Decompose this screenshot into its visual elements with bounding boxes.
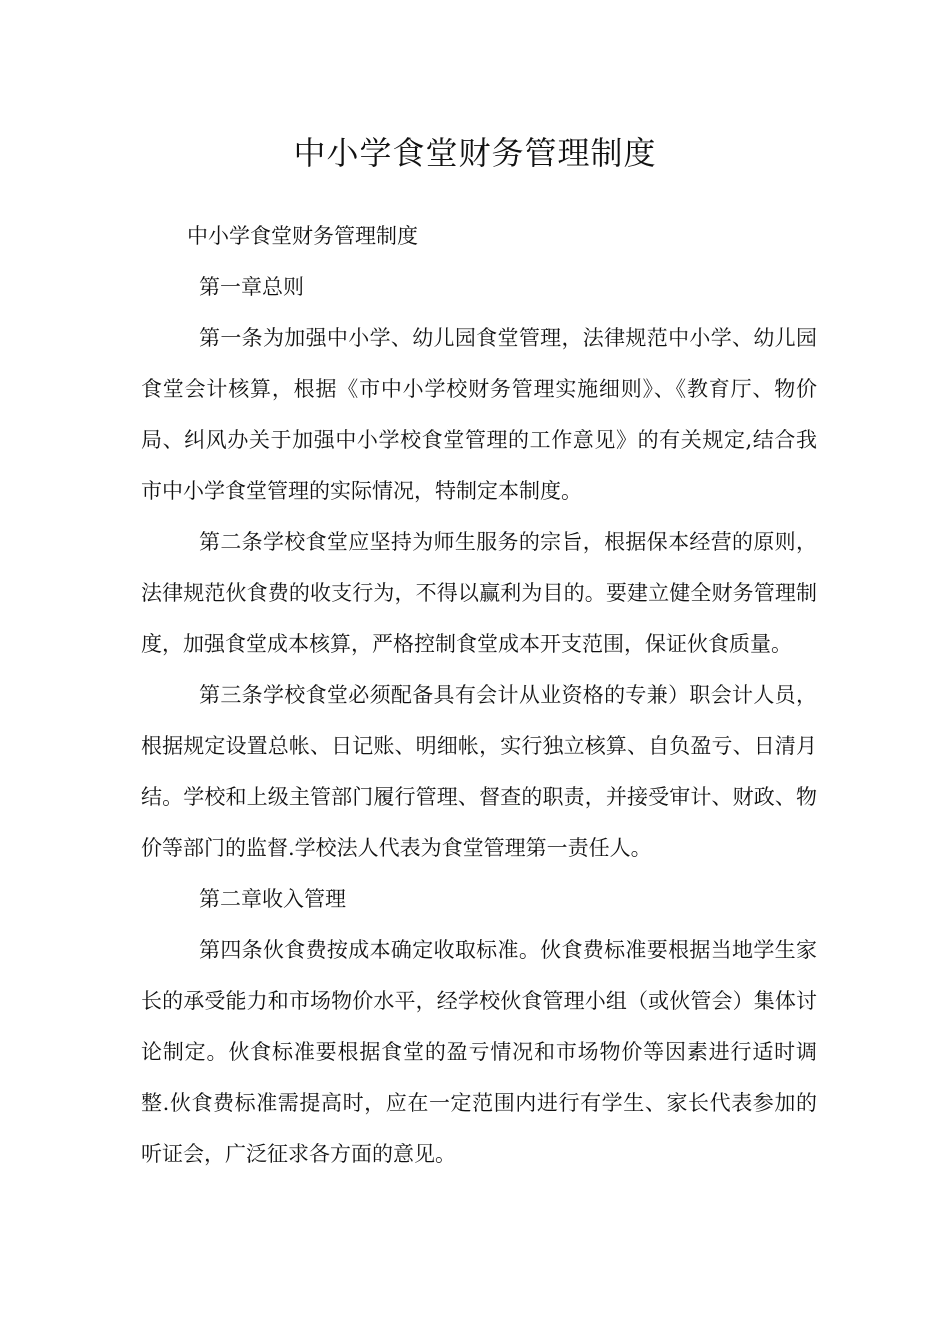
- document-body: [141, 211, 817, 1180]
- document-title: 中小学食堂财务管理制度: [293, 134, 657, 172]
- subtitle-line: 中小学食堂财务管理制度: [187, 224, 418, 248]
- article-paragraph-1: 第一条为加强中小学、幼儿园食堂管理，法律规范中小学、幼儿园食堂会计核算，根据《市中小学校财务管理实施细则》、《教育厅、物价局、纠风办关于加强中小学校食堂管理的工作意见》的有关规定,结合我市中小学食堂管理的实际情况，特制定本制度。: [141, 326, 817, 503]
- article-paragraph-2: 第二条学校食堂应坚持为师生服务的宗旨，根据保本经营的原则，法律规范伙食费的收支行为，不得以赢利为目的。要建立健全财务管理制度，加强食堂成本核算，严格控制食堂成本开支范围，保证伙食质量。: [141, 530, 817, 656]
- article-paragraph-3: 第三条学校食堂必须配备具有会计从业资格的专兼）职会计人员，根据规定设置总帐、日记账、明细帐，实行独立核算、自负盈亏、日清月结。学校和上级主管部门履行管理、督查的职责，并接受审计、财政、物价等部门的监督.学校法人代表为食堂管理第一责任人。: [141, 683, 817, 860]
- chapter-heading-2: 第二章收入管理: [199, 887, 346, 911]
- chapter-heading-1: 第一章总则: [199, 275, 304, 299]
- article-paragraph-4: 第四条伙食费按成本确定收取标准。伙食费标准要根据当地学生家长的承受能力和市场物价水平，经学校伙食管理小组（或伙管会）集体讨论制定。伙食标准要根据食堂的盈亏情况和市场物价等因素进行适时调整.伙食费标准需提高时，应在一定范围内进行有学生、家长代表参加的听证会，广泛征求各方面的意见。: [141, 938, 817, 1166]
